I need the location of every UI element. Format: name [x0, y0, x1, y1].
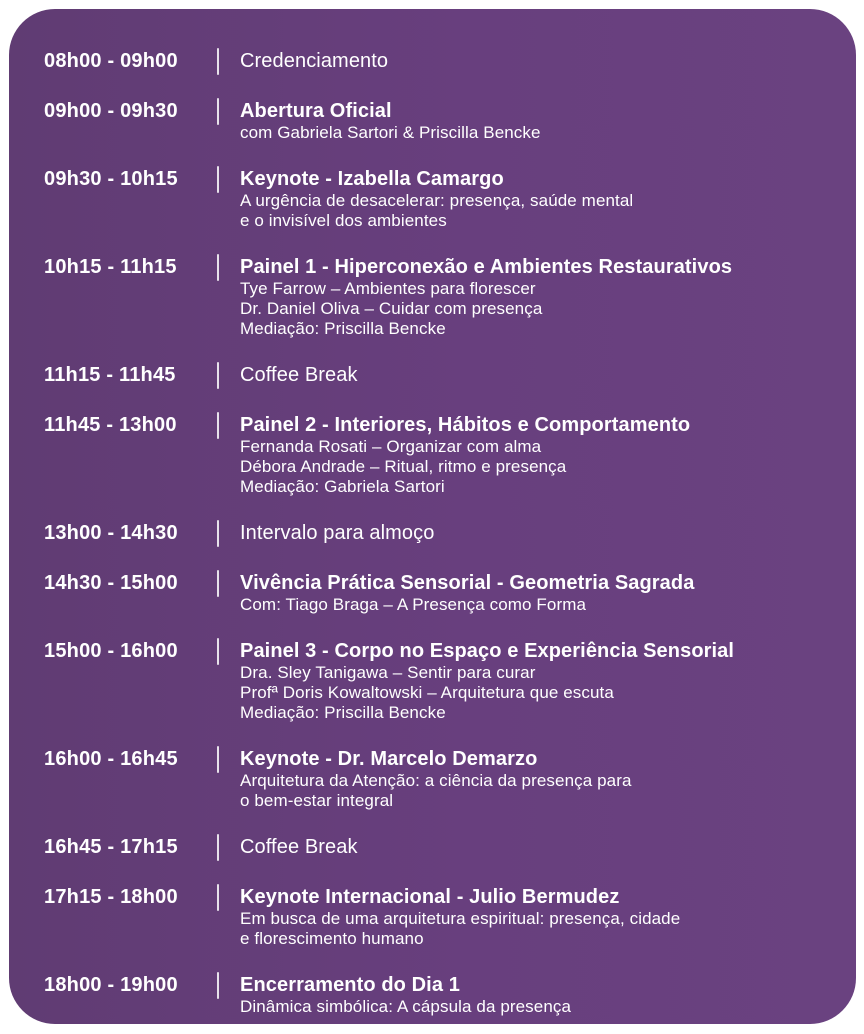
schedule-row — [44, 521, 838, 547]
session-content — [240, 255, 838, 339]
session-title: Coffee Break — [240, 364, 358, 386]
divider-bar — [217, 520, 219, 547]
divider-bar — [217, 48, 219, 75]
session-title: Intervalo para almoço — [240, 522, 435, 544]
divider-bar — [217, 834, 219, 861]
session-content — [240, 49, 838, 73]
session-title: Keynote Internacional - Julio Bermudez — [240, 886, 620, 908]
divider-bar — [217, 166, 219, 193]
schedule-row — [44, 49, 838, 75]
schedule-row — [44, 167, 838, 231]
time-range: 11h15 - 11h45 — [44, 364, 176, 386]
session-subtitle-line: Tye Farrow – Ambientes para florescer — [240, 279, 536, 298]
schedule-row — [44, 639, 838, 723]
session-subtitle-line: Mediação: Gabriela Sartori — [240, 477, 445, 496]
time-range: 17h15 - 18h00 — [44, 886, 178, 908]
session-subtitle-line: Dra. Sley Tanigawa – Sentir para curar — [240, 663, 536, 682]
session-subtitle-line: com Gabriela Sartori & Priscilla Bencke — [240, 123, 541, 142]
session-content — [240, 99, 838, 143]
session-title: Vivência Prática Sensorial - Geometria Sagrada — [240, 572, 695, 594]
time-range: 18h00 - 19h00 — [44, 974, 178, 996]
schedule-row — [44, 571, 838, 615]
divider-bar — [217, 570, 219, 597]
schedule-row — [44, 885, 838, 949]
schedule-row — [44, 973, 838, 1017]
divider-bar — [217, 746, 219, 773]
session-subtitle-line: e florescimento humano — [240, 929, 424, 948]
schedule-row — [44, 363, 838, 389]
session-subtitle-line: Arquitetura da Atenção: a ciência da presença para — [240, 771, 632, 790]
session-title: Keynote - Izabella Camargo — [240, 168, 504, 190]
schedule-list — [44, 49, 838, 1017]
divider-bar — [217, 884, 219, 911]
session-subtitle-line: Dr. Daniel Oliva – Cuidar com presença — [240, 299, 543, 318]
schedule-row — [44, 99, 838, 143]
divider-bar — [217, 412, 219, 439]
session-subtitle-line: Dinâmica simbólica: A cápsula da presença — [240, 997, 572, 1016]
session-content — [240, 835, 838, 859]
time-range: 14h30 - 15h00 — [44, 572, 178, 594]
schedule-row — [44, 747, 838, 811]
session-content — [240, 167, 838, 231]
session-content — [240, 747, 838, 811]
session-title: Painel 2 - Interiores, Hábitos e Comportamento — [240, 414, 691, 436]
session-subtitle-line: o bem-estar integral — [240, 791, 394, 810]
session-title: Keynote - Dr. Marcelo Demarzo — [240, 748, 538, 770]
time-range: 16h00 - 16h45 — [44, 748, 178, 770]
session-title: Credenciamento — [240, 50, 389, 72]
schedule-row — [44, 835, 838, 861]
time-range: 13h00 - 14h30 — [44, 522, 178, 544]
session-content — [240, 639, 838, 723]
session-subtitle-line: Débora Andrade – Ritual, ritmo e presença — [240, 457, 567, 476]
session-title: Abertura Oficial — [240, 100, 392, 122]
schedule-panel — [9, 9, 856, 1024]
divider-bar — [217, 98, 219, 125]
time-range: 09h00 - 09h30 — [44, 100, 178, 122]
session-content — [240, 885, 838, 949]
time-range: 15h00 - 16h00 — [44, 640, 178, 662]
session-subtitle-line: e o invisível dos ambientes — [240, 211, 447, 230]
session-subtitle-line: A urgência de desacelerar: presença, saúde mental — [240, 191, 634, 210]
time-range: 09h30 - 10h15 — [44, 168, 178, 190]
session-content — [240, 571, 838, 615]
session-subtitle-line: Mediação: Priscilla Bencke — [240, 319, 446, 338]
divider-bar — [217, 254, 219, 281]
divider-bar — [217, 362, 219, 389]
session-content — [240, 363, 838, 387]
session-subtitle-line: Mediação: Priscilla Bencke — [240, 703, 446, 722]
session-content — [240, 413, 838, 497]
session-content — [240, 521, 838, 545]
time-range: 08h00 - 09h00 — [44, 50, 178, 72]
session-subtitle-line: Profª Doris Kowaltowski – Arquitetura que escuta — [240, 683, 614, 702]
time-range: 10h15 - 11h15 — [44, 256, 177, 278]
session-title: Painel 1 - Hiperconexão e Ambientes Restaurativos — [240, 256, 733, 278]
schedule-row — [44, 255, 838, 339]
time-range: 16h45 - 17h15 — [44, 836, 178, 858]
session-subtitle-line: Em busca de uma arquitetura espiritual: presença, cidade — [240, 909, 681, 928]
divider-bar — [217, 638, 219, 665]
schedule-row — [44, 413, 838, 497]
session-content — [240, 973, 838, 1017]
session-subtitle-line: Com: Tiago Braga – A Presença como Forma — [240, 595, 587, 614]
divider-bar — [217, 972, 219, 999]
time-range: 11h45 - 13h00 — [44, 414, 177, 436]
session-subtitle-line: Fernanda Rosati – Organizar com alma — [240, 437, 542, 456]
session-title: Painel 3 - Corpo no Espaço e Experiência Sensorial — [240, 640, 735, 662]
session-title: Coffee Break — [240, 836, 358, 858]
session-title: Encerramento do Dia 1 — [240, 974, 460, 996]
